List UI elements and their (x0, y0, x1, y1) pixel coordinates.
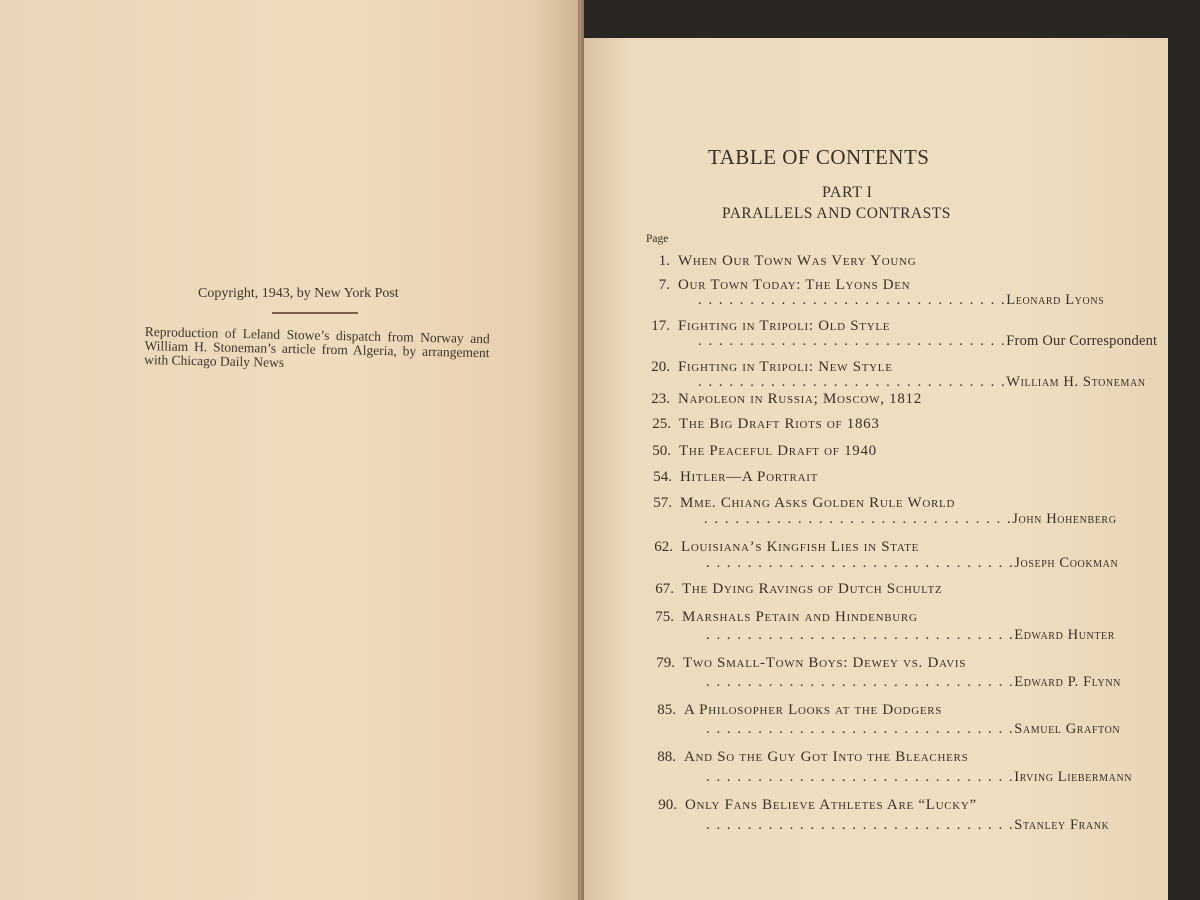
entry-title: Fighting in Tripoli: New Style (678, 359, 893, 375)
entry-author-line (706, 627, 1115, 644)
entry-author-line (706, 555, 1118, 572)
part-name: PARALLELS AND CONTRASTS (722, 205, 951, 222)
entry-author: From Our Correspondent (1006, 333, 1158, 349)
entry-author-line (698, 333, 1157, 350)
entry-title: The Dying Ravings of Dutch Schultz (682, 581, 943, 597)
entry-author-line (698, 292, 1104, 309)
entry-title: And So the Guy Got Into the Bleachers (684, 749, 969, 765)
entry-author-line (704, 511, 1117, 528)
entry-title: A Philosopher Looks at the Dodgers (684, 702, 943, 718)
entry-author-line (706, 674, 1121, 691)
entry-title: Only Fans Believe Athletes Are “Lucky” (685, 797, 977, 813)
toc-entry (641, 655, 966, 672)
copyright-line: Copyright, 1943, by New York Post (198, 286, 399, 301)
entry-page-number: 57. (653, 495, 672, 511)
entry-page-number: 1. (658, 253, 670, 269)
entry-page-number: 25. (652, 416, 671, 432)
entry-title: Napoleon in Russia; Moscow, 1812 (678, 391, 922, 407)
entry-page-number: 67. (655, 581, 674, 597)
entry-title: Our Town Today: The Lyons Den (678, 277, 911, 293)
entry-author: Joseph Cookman (1014, 555, 1119, 571)
entry-title: The Peaceful Draft of 1940 (679, 443, 877, 459)
entry-page-number: 20. (651, 359, 670, 375)
entry-page-number: 23. (651, 391, 670, 407)
left-page (0, 0, 580, 900)
toc-entry (642, 749, 968, 766)
leader-dots: . . . . . . . . . . . . . . . . . . . . . . . . . . . . . . (698, 292, 1007, 308)
entry-author-line (698, 374, 1146, 391)
toc-entry (640, 581, 942, 598)
entry-title: Marshals Petain and Hindenburg (682, 609, 918, 625)
entry-author-line (706, 721, 1120, 738)
entry-page-number: 88. (657, 749, 676, 765)
toc-entry (639, 539, 919, 556)
leader-dots: . . . . . . . . . . . . . . . . . . . . . . . . . . . . . . (706, 721, 1015, 737)
leader-dots: . . . . . . . . . . . . . . . . . . . . . . . . . . . . . . (706, 817, 1015, 833)
divider-rule (272, 312, 358, 314)
entry-page-number: 17. (651, 318, 670, 334)
part-label: PART I (822, 184, 873, 201)
entry-title: Fighting in Tripoli: Old Style (678, 318, 891, 334)
leader-dots: . . . . . . . . . . . . . . . . . . . . . . . . . . . . . . (706, 627, 1015, 643)
entry-title: The Big Draft Riots of 1863 (679, 416, 880, 432)
page-column-header: Page (646, 233, 669, 245)
entry-author: Irving Liebermann (1014, 769, 1133, 785)
entry-author: Edward P. Flynn (1014, 674, 1121, 690)
toc-entry (636, 253, 916, 270)
toc-entry (643, 797, 977, 814)
entry-title: Hitler—A Portrait (680, 469, 818, 485)
toc-entry (637, 416, 880, 433)
entry-title: Mme. Chiang Asks Golden Rule World (680, 495, 956, 511)
entry-author: Samuel Grafton (1014, 721, 1121, 737)
leader-dots: . . . . . . . . . . . . . . . . . . . . . . . . . . . . . . (706, 555, 1015, 571)
toc-entry (640, 609, 918, 626)
entry-author: John Hohenberg (1012, 511, 1117, 527)
entry-page-number: 54. (653, 469, 672, 485)
entry-title: Two Small-Town Boys: Dewey vs. Davis (683, 655, 967, 671)
leader-dots: . . . . . . . . . . . . . . . . . . . . . . . . . . . . . . (706, 769, 1015, 785)
leader-dots: . . . . . . . . . . . . . . . . . . . . . . . . . . . . . . (698, 374, 1007, 390)
entry-page-number: 75. (655, 609, 674, 625)
toc-entry (637, 443, 877, 460)
toc-entry (636, 391, 922, 408)
entry-author-line (706, 769, 1132, 786)
entry-author-line (706, 817, 1109, 834)
entry-page-number: 79. (656, 655, 675, 671)
entry-title: When Our Town Was Very Young (678, 253, 917, 269)
page-title: TABLE OF CONTENTS (708, 145, 930, 169)
entry-page-number: 7. (658, 277, 670, 293)
leader-dots: . . . . . . . . . . . . . . . . . . . . . . . . . . . . . . (698, 333, 1007, 349)
entry-author: Leonard Lyons (1006, 292, 1105, 308)
leader-dots: . . . . . . . . . . . . . . . . . . . . . . . . . . . . . . (706, 674, 1015, 690)
toc-entry (638, 495, 955, 512)
entry-title: Louisiana’s Kingfish Lies in State (681, 539, 920, 555)
entry-page-number: 50. (652, 443, 671, 459)
toc-entry (642, 702, 942, 719)
reproduction-notice: Reproduction of Leland Stowe’s dispatch from Norway and William H. Stoneman’s article from Algeria, by arrangement with Chicago Daily News (144, 324, 490, 370)
entry-page-number: 62. (654, 539, 673, 555)
entry-author: Stanley Frank (1014, 817, 1110, 833)
entry-page-number: 85. (657, 702, 676, 718)
entry-author: Edward Hunter (1014, 627, 1116, 643)
entry-page-number: 90. (658, 797, 677, 813)
leader-dots: . . . . . . . . . . . . . . . . . . . . . . . . . . . . . . (704, 511, 1013, 527)
entry-author: William H. Stoneman (1006, 374, 1146, 390)
toc-entry (638, 469, 818, 486)
